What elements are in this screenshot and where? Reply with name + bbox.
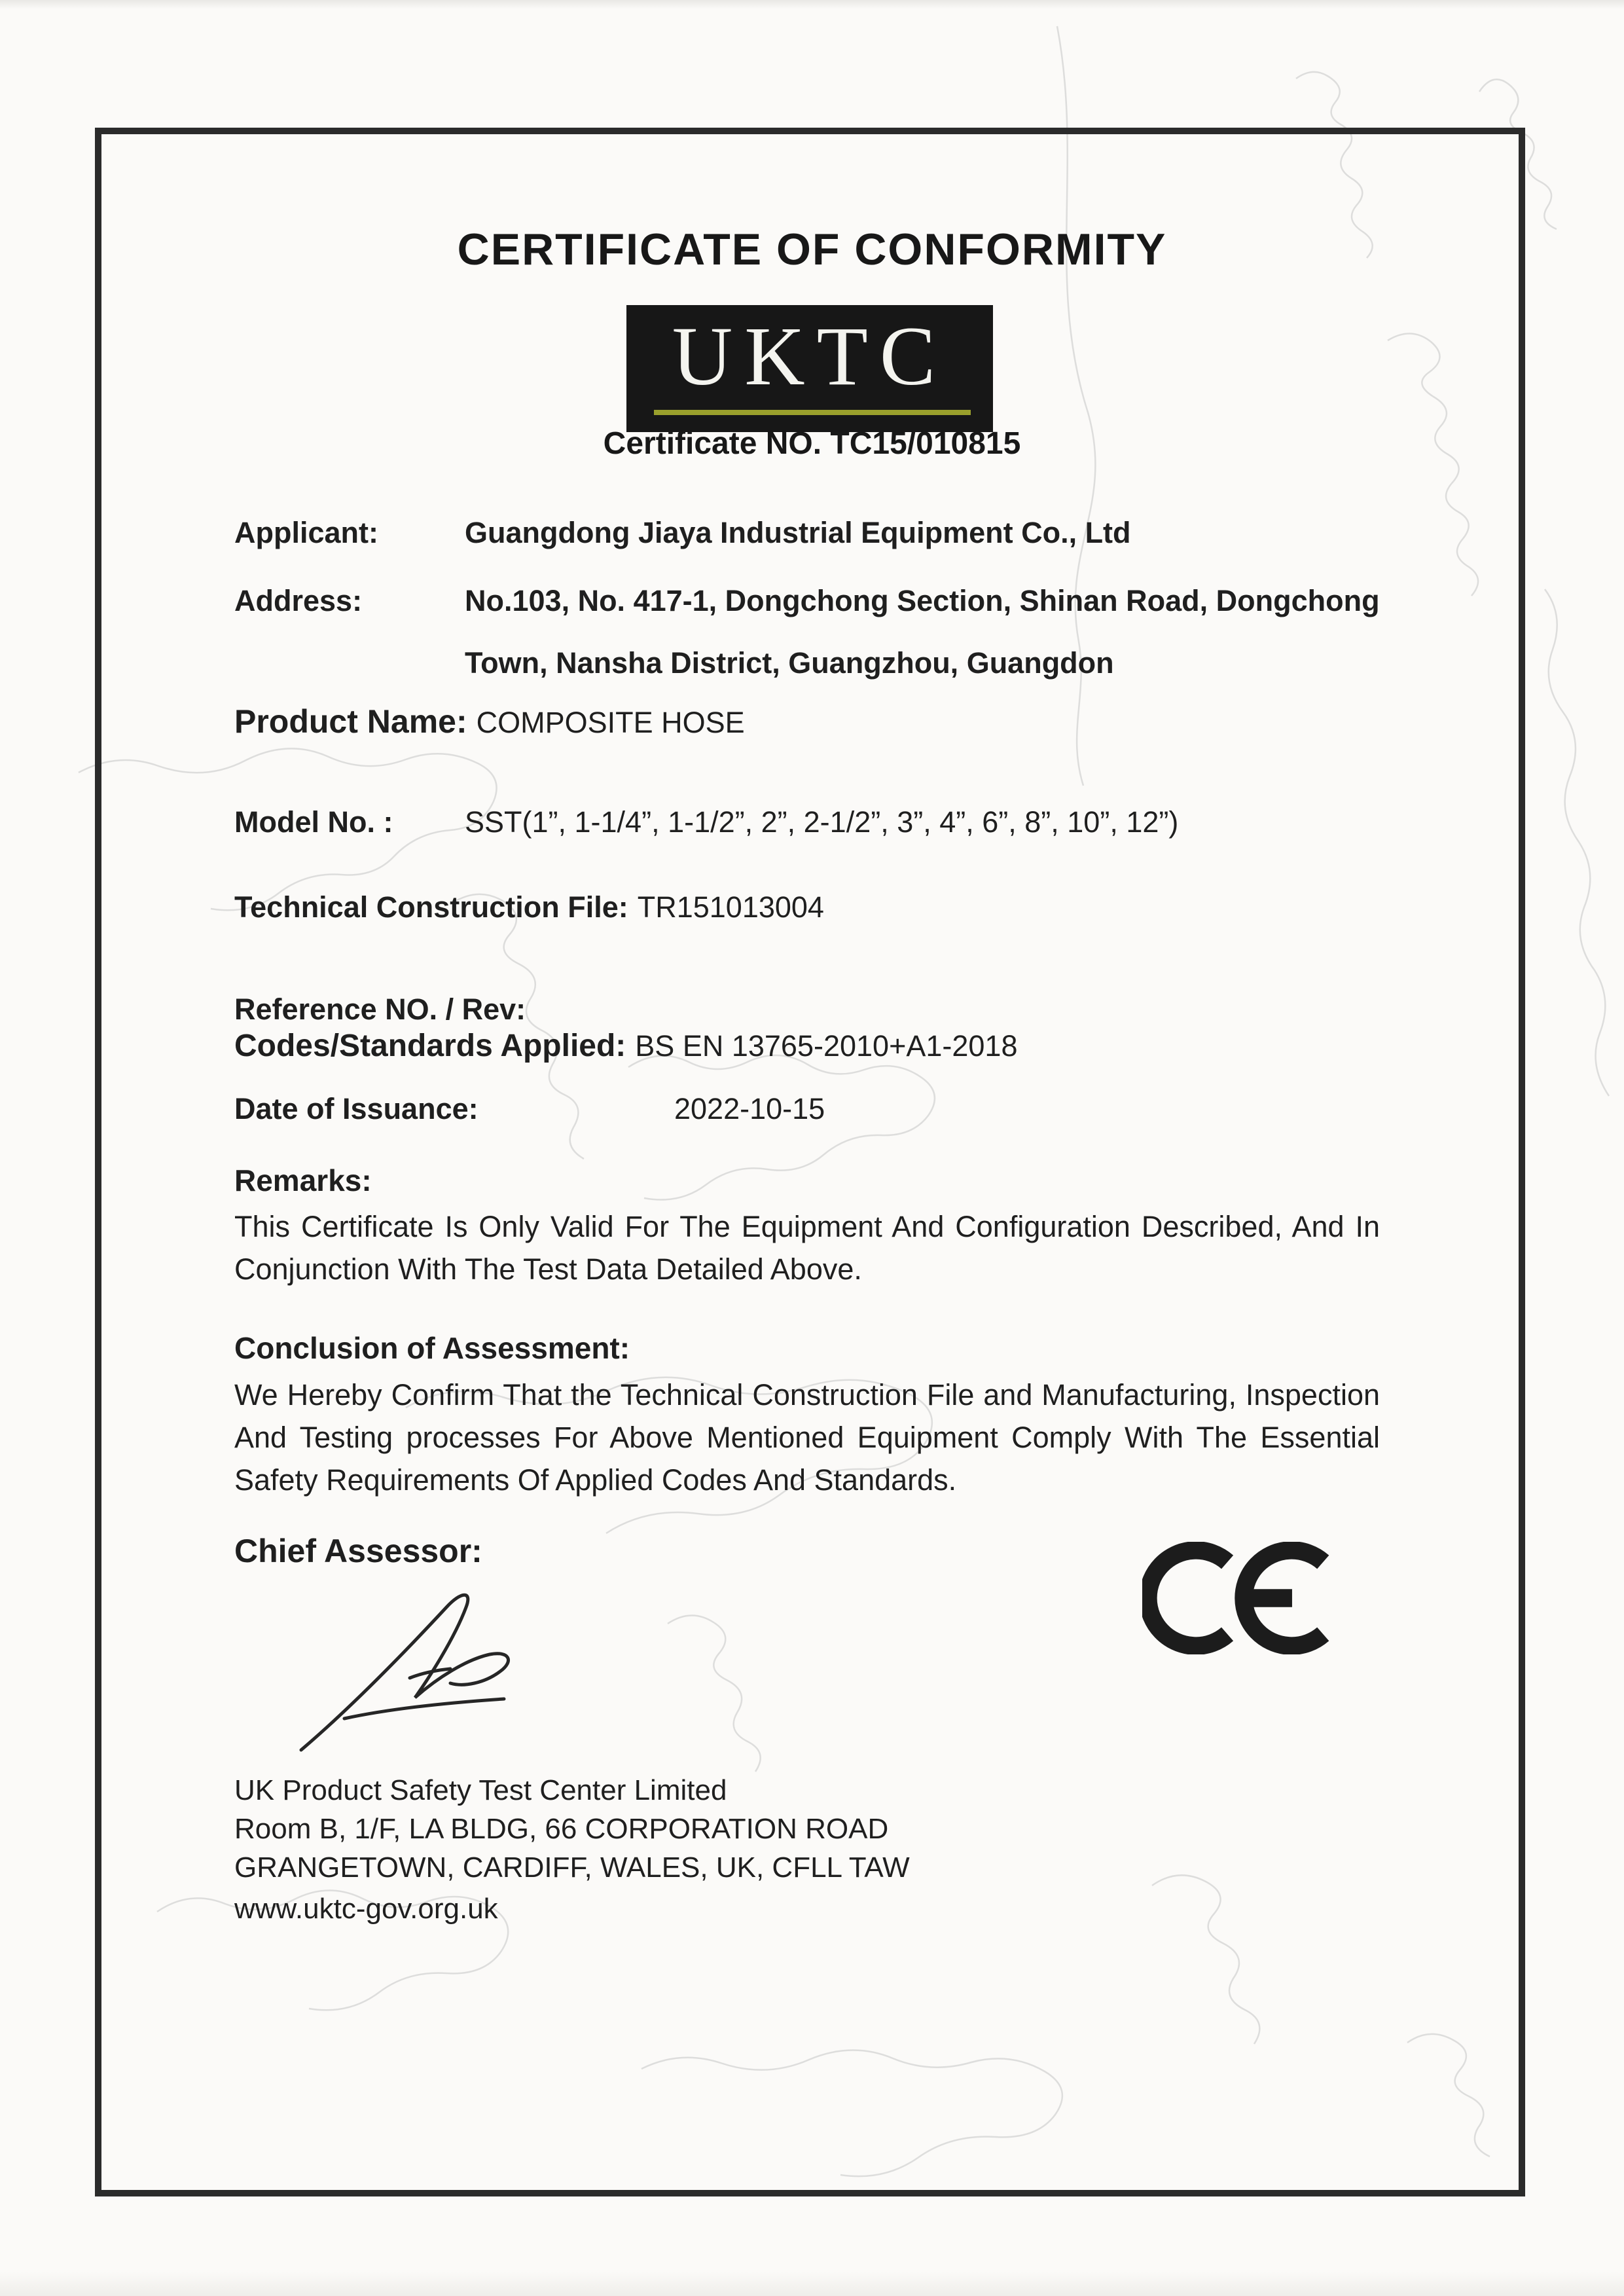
chief-assessor-label: Chief Assessor: [234, 1533, 482, 1569]
codes-standards-value: BS EN 13765-2010+A1-2018 [635, 1029, 1018, 1063]
field-date-of-issuance [234, 1092, 1380, 1126]
issuer-address-line1: Room B, 1/F, LA BLDG, 66 CORPORATION ROAD [234, 1813, 889, 1845]
date-of-issuance-value: 2022-10-15 [674, 1092, 825, 1125]
remarks-text: This Certificate Is Only Valid For The Equipment And Configuration Described, And In Conjunction With The Test Data Detailed Above. [234, 1210, 1380, 1286]
conclusion-heading: Conclusion of Assessment: [234, 1331, 630, 1365]
applicant-label: Applicant: [234, 516, 378, 549]
address-label: Address: [234, 584, 363, 617]
model-no-value: SST(1”, 1-1/4”, 1-1/2”, 2”, 2-1/2”, 3”, 4”, 6”, 8”, 10”, 12”) [465, 805, 1179, 839]
field-applicant [234, 516, 1380, 550]
product-name-value: COMPOSITE HOSE [476, 706, 745, 739]
field-reference-no-rev [234, 993, 1380, 1027]
uktc-logo [626, 305, 993, 432]
issuer-block [234, 1771, 910, 1928]
remarks-heading: Remarks: [234, 1163, 372, 1197]
technical-construction-file-label: Technical Construction File: [234, 890, 628, 924]
codes-standards-label: Codes/Standards Applied: [234, 1029, 626, 1063]
applicant-value: Guangdong Jiaya Industrial Equipment Co., Ltd [465, 516, 1131, 549]
technical-construction-file-value: TR151013004 [637, 890, 824, 924]
address-value-line2: Town, Nansha District, Guangzhou, Guangdon [465, 646, 1114, 680]
field-codes-standards [234, 1028, 1380, 1064]
certificate-title: CERTIFICATE OF CONFORMITY [457, 225, 1167, 274]
signature-icon [281, 1581, 622, 1764]
field-address [234, 584, 1380, 680]
conclusion-text: We Hereby Confirm That the Technical Construction File and Manufacturing, Inspection And Testing processes For Above Mentioned Equipment Comply With The Essential Safety Requirements Of Applied Codes And Standards. [234, 1378, 1380, 1497]
certificate-number: Certificate NO. TC15/010815 [603, 426, 1021, 461]
issuer-name: UK Product Safety Test Center Limited [234, 1774, 727, 1806]
ce-mark-icon [1142, 1542, 1345, 1654]
model-no-label: Model No. : [234, 805, 393, 839]
reference-no-rev-label: Reference NO. / Rev: [234, 993, 526, 1026]
uktc-logo-underline [654, 410, 971, 415]
address-value-line1: No.103, No. 417-1, Dongchong Section, Shinan Road, Dongchong [465, 584, 1380, 617]
field-model-no [234, 805, 1380, 839]
field-product-name [234, 702, 1380, 740]
product-name-label: Product Name: [234, 703, 467, 740]
uktc-logo-text: UKTC [672, 310, 948, 403]
date-of-issuance-label: Date of Issuance: [234, 1092, 478, 1125]
issuer-address-line2: GRANGETOWN, CARDIFF, WALES, UK, CFLL TAW [234, 1851, 910, 1884]
issuer-website: www.uktc-gov.org.uk [234, 1893, 498, 1925]
field-technical-construction-file [234, 890, 1380, 924]
